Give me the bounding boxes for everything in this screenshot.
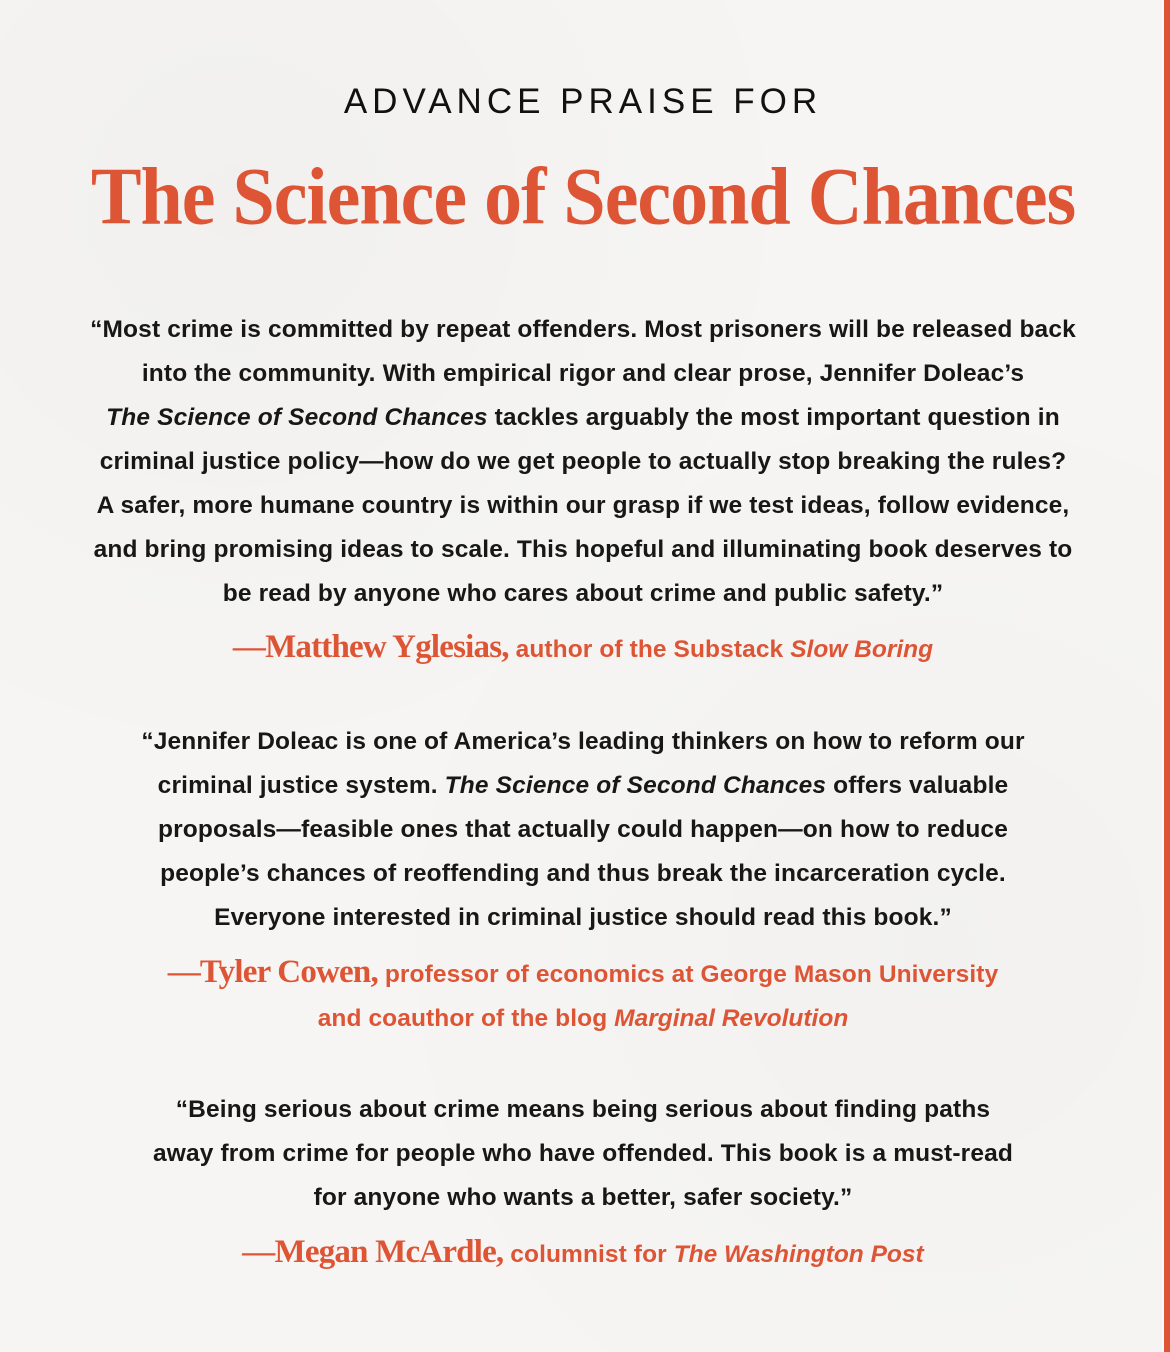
praise-quote-3	[60, 1088, 1106, 1220]
quote-line-text: offers valuable	[826, 772, 1009, 799]
quote-line: criminal justice policy—how do we get people to actually stop breaking the rules?	[99, 448, 1067, 475]
attribution-line	[60, 950, 1106, 997]
quote-line: Everyone interested in criminal justice should read this book.”	[214, 904, 952, 931]
endorser-role: professor of economics at George Mason University	[377, 961, 999, 988]
endorser-role: author of the Substack	[508, 636, 791, 663]
book-title-italic: The Science of Second Chances	[106, 404, 488, 431]
quote-line: people’s chances of reoffending and thus break the incarceration cycle.	[160, 860, 1006, 887]
quote-line: into the community. With empirical rigor and clear prose, Jennifer Doleac’s	[141, 360, 1025, 387]
endorser-role-italic: The Washington Post	[673, 1241, 924, 1268]
endorser-name: —Megan McArdle,	[242, 1234, 504, 1270]
quote-line: A safer, more humane country is within our grasp if we test ideas, follow evidence,	[96, 492, 1070, 519]
praise-quote-2	[60, 720, 1106, 940]
quote-line	[60, 764, 1106, 808]
praise-attribution-2	[60, 950, 1106, 1041]
quote-line: away from crime for people who have offended. This book is a must-read	[152, 1140, 1013, 1167]
quote-line-text: criminal justice system.	[157, 772, 445, 799]
quote-line: “Jennifer Doleac is one of America’s leading thinkers on how to reform our	[141, 728, 1025, 755]
endorser-role-italic: Slow Boring	[790, 636, 934, 663]
book-title-italic: The Science of Second Chances	[444, 772, 827, 799]
attribution-line	[60, 997, 1106, 1041]
book-title: The Science of Second Chances	[90, 151, 1076, 242]
quote-line: proposals—feasible ones that actually could happen—on how to reduce	[158, 816, 1008, 843]
praise-attribution-1	[60, 625, 1106, 672]
quote-line: “Most crime is committed by repeat offenders. Most prisoners will be released back	[90, 316, 1076, 343]
praise-quote-1	[60, 308, 1106, 616]
advance-praise-heading: ADVANCE PRAISE FOR	[343, 82, 823, 121]
quote-line	[60, 396, 1106, 440]
quote-line: “Being serious about crime means being serious about finding paths	[175, 1096, 991, 1123]
endorser-role-italic: Marginal Revolution	[614, 1005, 849, 1032]
endorser-name: —Tyler Cowen,	[167, 954, 378, 990]
endorser-role: and coauthor of the blog	[317, 1005, 615, 1032]
quote-line-text: tackles arguably the most important question in	[487, 404, 1060, 431]
endorser-name: —Matthew Yglesias,	[232, 629, 509, 665]
quote-line: for anyone who wants a better, safer society.”	[313, 1184, 853, 1211]
quote-line: and bring promising ideas to scale. This hopeful and illuminating book deserves to	[93, 536, 1073, 563]
endorser-role: columnist for	[503, 1241, 674, 1268]
praise-attribution-3	[60, 1230, 1106, 1277]
quote-line: be read by anyone who cares about crime and public safety.”	[222, 580, 944, 607]
